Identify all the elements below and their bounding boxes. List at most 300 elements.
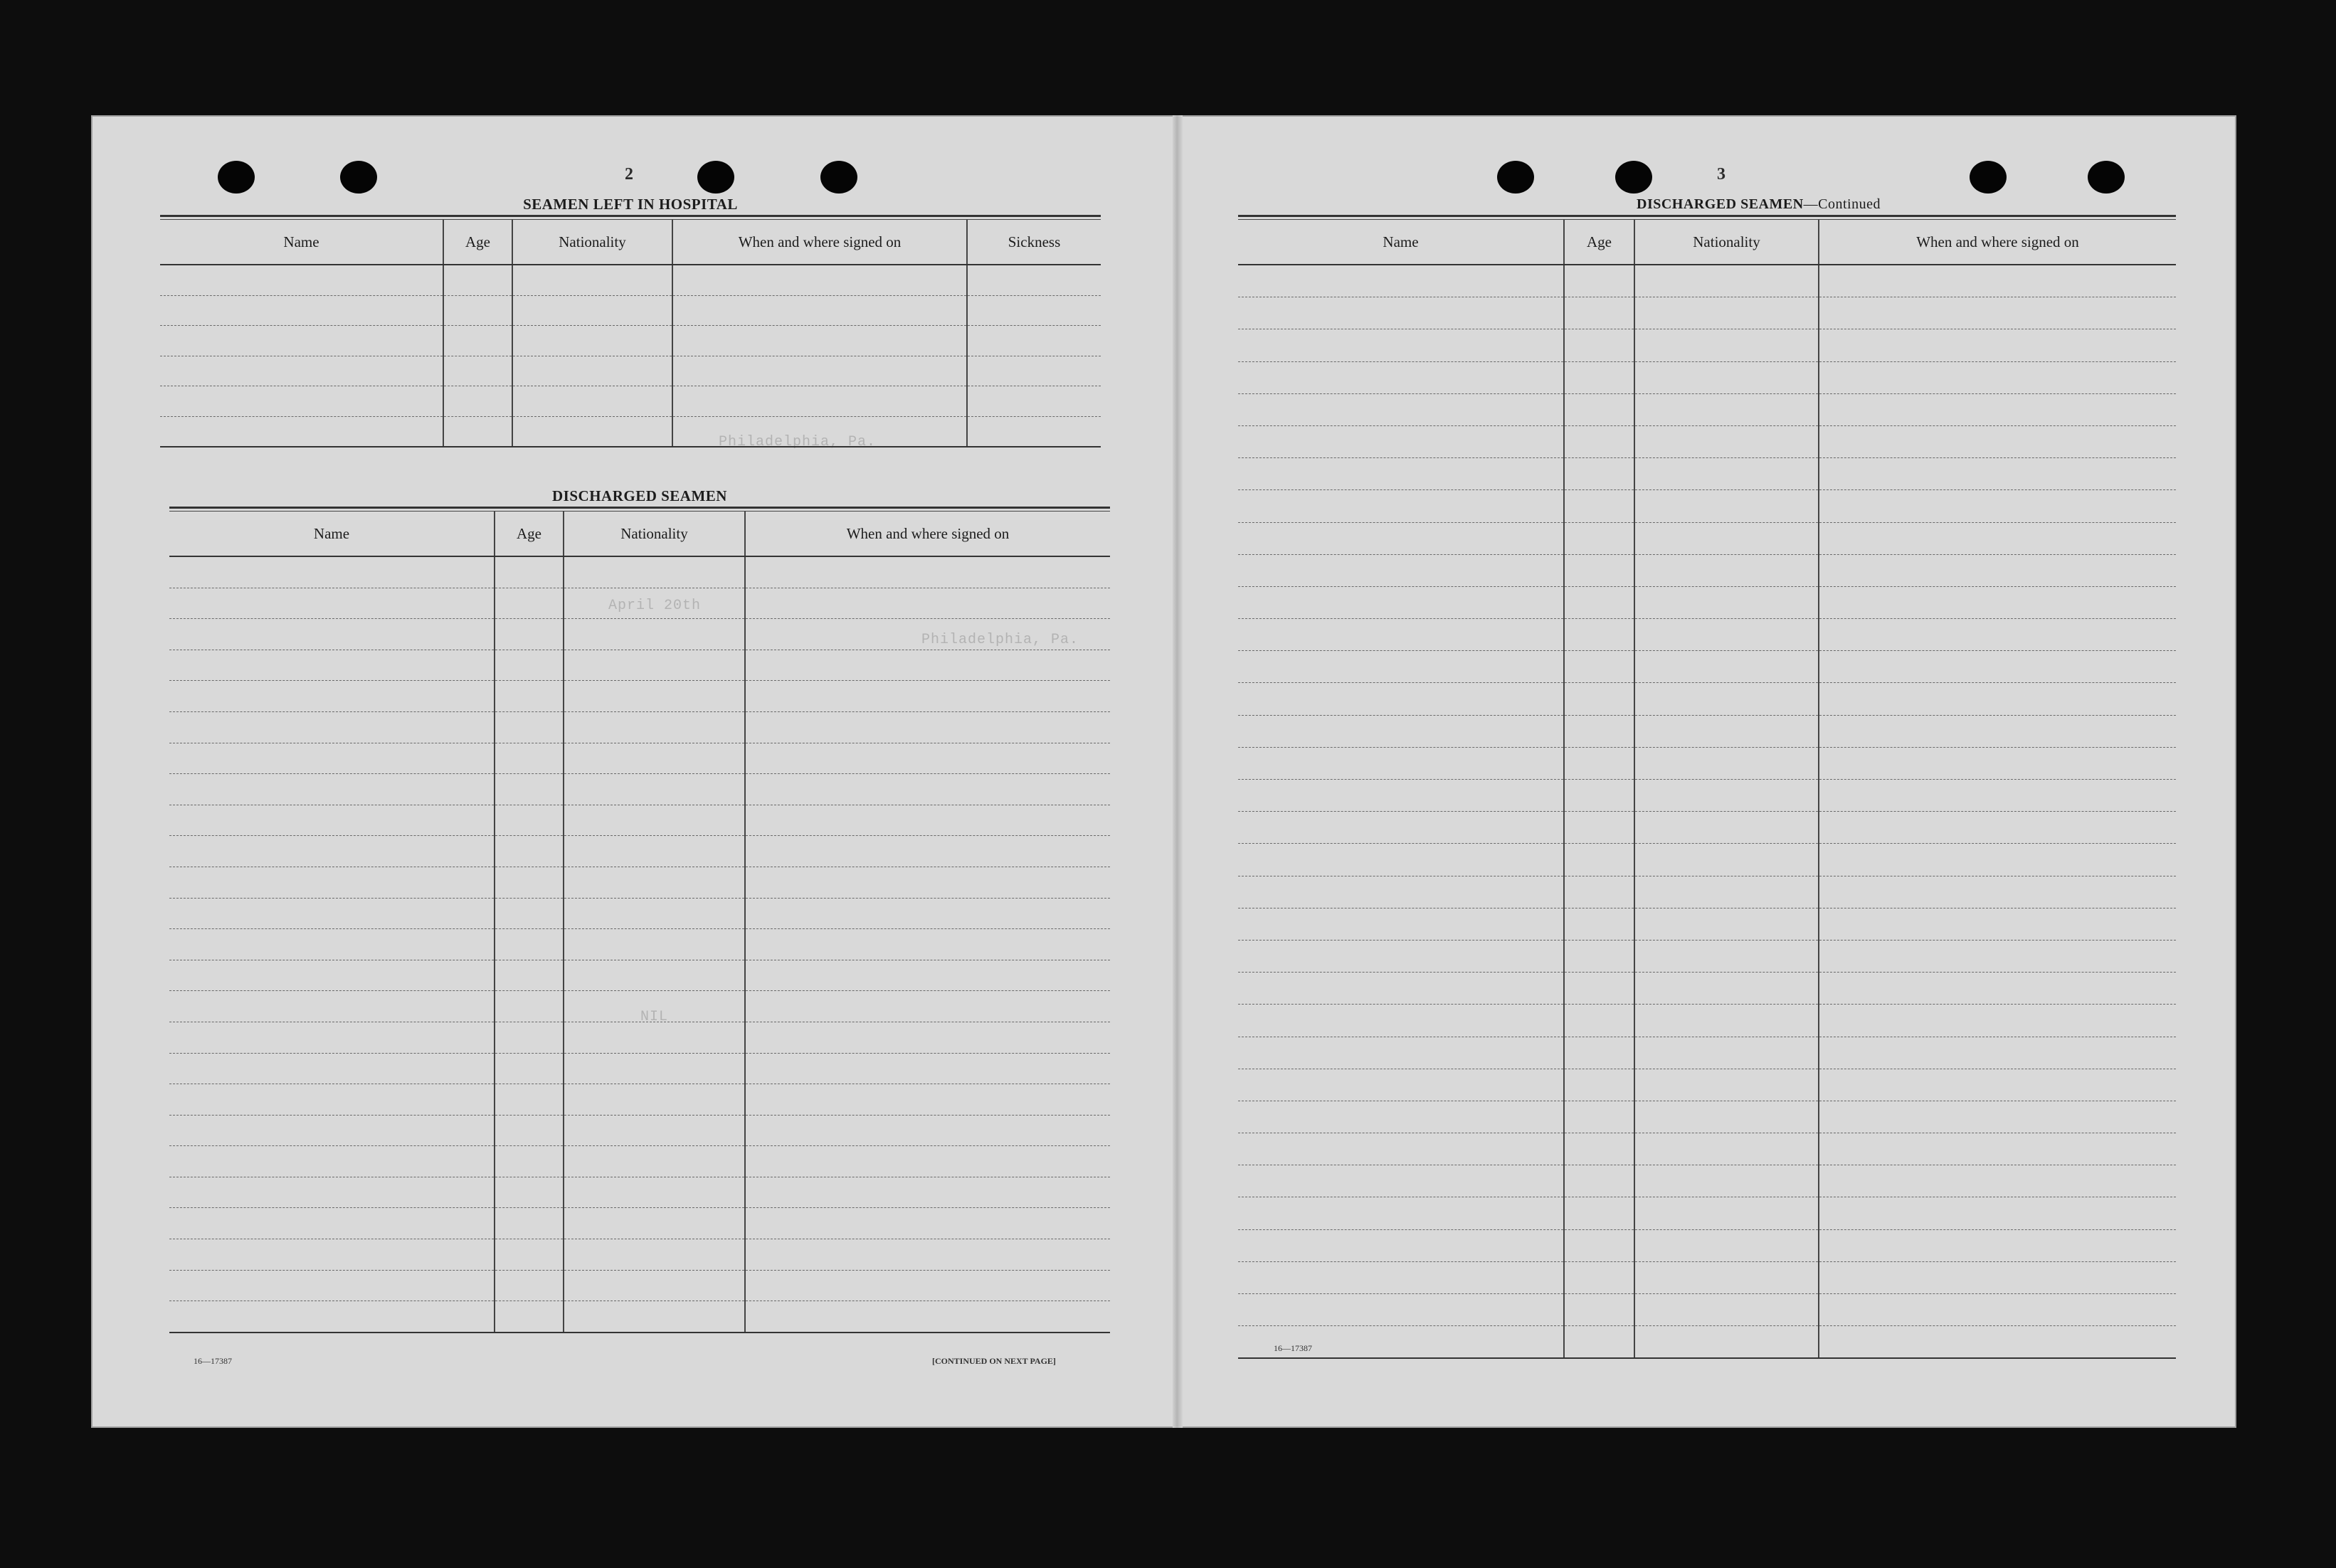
table-row bbox=[169, 1177, 1110, 1208]
table-cell bbox=[564, 1239, 745, 1271]
table-row bbox=[169, 867, 1110, 898]
table-row bbox=[1238, 329, 2176, 361]
discharged-continued-table bbox=[1238, 220, 2176, 1359]
table-row bbox=[1238, 1261, 2176, 1293]
table-cell bbox=[1564, 812, 1634, 844]
discharged-continued-table-body bbox=[1238, 265, 2176, 1358]
table-cell bbox=[1634, 1101, 1819, 1133]
table-row bbox=[169, 960, 1110, 991]
table-cell bbox=[1564, 619, 1634, 651]
table-cell bbox=[1238, 1294, 1564, 1326]
table-cell bbox=[564, 867, 745, 898]
table-cell bbox=[512, 416, 672, 447]
continued-note: [CONTINUED ON NEXT PAGE] bbox=[932, 1356, 1056, 1366]
table-cell bbox=[443, 265, 512, 295]
table-cell bbox=[169, 867, 495, 898]
table-cell bbox=[745, 1022, 1110, 1053]
table-row bbox=[1238, 265, 2176, 297]
table-cell bbox=[1634, 1069, 1819, 1101]
table-cell bbox=[967, 416, 1101, 447]
table-cell bbox=[564, 1084, 745, 1116]
table-cell bbox=[495, 898, 564, 929]
table-cell bbox=[1238, 908, 1564, 940]
table-cell bbox=[564, 774, 745, 805]
table-cell bbox=[1634, 490, 1819, 522]
table-row bbox=[1238, 1229, 2176, 1261]
table-cell bbox=[745, 1239, 1110, 1271]
table-cell bbox=[1238, 297, 1564, 329]
table-row bbox=[169, 898, 1110, 929]
table-cell bbox=[672, 326, 967, 356]
hospital-table bbox=[160, 220, 1101, 447]
table-cell bbox=[1238, 1197, 1564, 1229]
table-cell bbox=[745, 836, 1110, 867]
table-cell bbox=[1819, 1101, 2176, 1133]
table-cell bbox=[160, 295, 443, 326]
table-cell bbox=[169, 1301, 495, 1333]
table-cell bbox=[745, 743, 1110, 774]
table-cell bbox=[1238, 458, 1564, 490]
table-cell bbox=[745, 867, 1110, 898]
table-row bbox=[169, 805, 1110, 836]
table-cell bbox=[1238, 522, 1564, 554]
table-row bbox=[169, 619, 1110, 650]
table-cell bbox=[1238, 715, 1564, 747]
table-cell bbox=[169, 1239, 495, 1271]
table-cell bbox=[564, 556, 745, 588]
table-cell bbox=[512, 265, 672, 295]
table-cell bbox=[1634, 908, 1819, 940]
table-row bbox=[1238, 876, 2176, 908]
table-cell bbox=[160, 265, 443, 295]
table-cell bbox=[564, 1177, 745, 1208]
table-row bbox=[1238, 1037, 2176, 1069]
table-cell bbox=[564, 1146, 745, 1177]
table-cell bbox=[1819, 554, 2176, 586]
table-cell bbox=[1819, 361, 2176, 393]
table-row bbox=[160, 356, 1101, 386]
table-cell bbox=[443, 295, 512, 326]
table-row bbox=[169, 681, 1110, 712]
table-cell bbox=[1634, 1261, 1819, 1293]
table-cell bbox=[1564, 876, 1634, 908]
table-cell bbox=[495, 1301, 564, 1333]
table-cell bbox=[169, 556, 495, 588]
table-row bbox=[169, 711, 1110, 743]
table-row bbox=[1238, 940, 2176, 972]
table-cell bbox=[564, 1053, 745, 1084]
table-cell bbox=[1238, 586, 1564, 618]
table-cell bbox=[1564, 425, 1634, 457]
table-cell bbox=[169, 1146, 495, 1177]
table-row bbox=[1238, 458, 2176, 490]
table-cell bbox=[1238, 683, 1564, 715]
table-row bbox=[169, 1022, 1110, 1053]
table-cell bbox=[1564, 458, 1634, 490]
table-cell bbox=[745, 774, 1110, 805]
table-row bbox=[169, 1301, 1110, 1333]
table-cell bbox=[495, 960, 564, 991]
table-row bbox=[1238, 747, 2176, 779]
table-cell bbox=[745, 619, 1110, 650]
table-cell bbox=[1634, 1294, 1819, 1326]
table-cell bbox=[1819, 1165, 2176, 1197]
table-cell bbox=[1634, 1133, 1819, 1165]
column-header-age: Age bbox=[443, 220, 512, 265]
table-cell bbox=[967, 386, 1101, 417]
table-cell bbox=[745, 711, 1110, 743]
table-cell bbox=[1634, 458, 1819, 490]
table-cell bbox=[1238, 1069, 1564, 1101]
table-cell bbox=[1564, 973, 1634, 1005]
table-cell bbox=[564, 960, 745, 991]
page-number-left: 2 bbox=[625, 165, 633, 184]
column-header-name: Name bbox=[1238, 220, 1564, 265]
table-cell bbox=[1634, 876, 1819, 908]
table-cell bbox=[169, 929, 495, 960]
table-cell bbox=[1634, 940, 1819, 972]
table-cell bbox=[169, 805, 495, 836]
table-cell bbox=[1564, 490, 1634, 522]
table-cell bbox=[967, 356, 1101, 386]
table-cell bbox=[495, 867, 564, 898]
table-row bbox=[169, 1146, 1110, 1177]
table-cell bbox=[1819, 619, 2176, 651]
ghost-text: Philadelphia, Pa. bbox=[921, 632, 1079, 648]
table-cell bbox=[512, 386, 672, 417]
table-cell bbox=[1238, 361, 1564, 393]
table-cell bbox=[495, 1053, 564, 1084]
table-cell bbox=[1564, 1165, 1634, 1197]
table-cell bbox=[1238, 973, 1564, 1005]
table-cell bbox=[1564, 780, 1634, 812]
table-cell bbox=[1819, 812, 2176, 844]
column-header-signed-on: When and where signed on bbox=[745, 512, 1110, 556]
table-cell bbox=[1238, 329, 1564, 361]
table-cell bbox=[1634, 780, 1819, 812]
table-cell bbox=[1238, 780, 1564, 812]
table-cell bbox=[1634, 1197, 1819, 1229]
table-cell bbox=[1238, 619, 1564, 651]
punch-hole bbox=[1497, 161, 1534, 194]
column-header-nationality: Nationality bbox=[512, 220, 672, 265]
table-cell bbox=[169, 588, 495, 619]
table-cell bbox=[1238, 940, 1564, 972]
table-cell bbox=[564, 1115, 745, 1146]
table-cell bbox=[1819, 780, 2176, 812]
table-row bbox=[1238, 554, 2176, 586]
table-cell bbox=[1819, 1069, 2176, 1101]
table-cell bbox=[1564, 940, 1634, 972]
ghost-text: April 20th bbox=[608, 598, 702, 614]
table-cell bbox=[1238, 490, 1564, 522]
table-row bbox=[1238, 1101, 2176, 1133]
table-cell bbox=[160, 356, 443, 386]
table-cell bbox=[1634, 715, 1819, 747]
table-cell bbox=[1564, 1229, 1634, 1261]
table-row bbox=[169, 556, 1110, 588]
table-cell bbox=[495, 1270, 564, 1301]
table-cell bbox=[1564, 1101, 1634, 1133]
table-row bbox=[1238, 619, 2176, 651]
table-row bbox=[169, 836, 1110, 867]
punch-hole bbox=[218, 161, 255, 194]
table-cell bbox=[1634, 522, 1819, 554]
table-cell bbox=[495, 836, 564, 867]
table-row bbox=[1238, 1165, 2176, 1197]
section-title-text: DISCHARGED SEAMEN bbox=[1637, 196, 1804, 212]
table-cell bbox=[1819, 876, 2176, 908]
table-cell bbox=[745, 1270, 1110, 1301]
table-cell bbox=[967, 326, 1101, 356]
table-cell bbox=[967, 295, 1101, 326]
column-header-age: Age bbox=[495, 512, 564, 556]
table-cell bbox=[564, 1022, 745, 1053]
table-cell bbox=[672, 356, 967, 386]
table-cell bbox=[745, 991, 1110, 1022]
table-cell bbox=[1238, 876, 1564, 908]
table-cell bbox=[169, 1115, 495, 1146]
column-header-nationality: Nationality bbox=[1634, 220, 1819, 265]
table-cell bbox=[443, 326, 512, 356]
table-cell bbox=[745, 1177, 1110, 1208]
table-cell bbox=[169, 960, 495, 991]
table-row bbox=[1238, 651, 2176, 683]
table-cell bbox=[564, 681, 745, 712]
table-row bbox=[169, 743, 1110, 774]
table-cell bbox=[1819, 940, 2176, 972]
table-row bbox=[169, 588, 1110, 619]
table-row bbox=[1238, 1326, 2176, 1359]
table-cell bbox=[1819, 393, 2176, 425]
table-cell bbox=[564, 588, 745, 619]
table-cell bbox=[160, 326, 443, 356]
table-cell bbox=[564, 991, 745, 1022]
table-row bbox=[169, 929, 1110, 960]
table-cell bbox=[495, 743, 564, 774]
table-cell bbox=[1634, 812, 1819, 844]
table-cell bbox=[169, 898, 495, 929]
table-cell bbox=[1564, 715, 1634, 747]
table-cell bbox=[169, 650, 495, 681]
table-cell bbox=[1564, 586, 1634, 618]
table-cell bbox=[169, 1053, 495, 1084]
table-row bbox=[1238, 297, 2176, 329]
table-cell bbox=[1819, 1229, 2176, 1261]
table-cell bbox=[1238, 265, 1564, 297]
table-cell bbox=[1238, 1165, 1564, 1197]
table-cell bbox=[1634, 554, 1819, 586]
table-cell bbox=[169, 836, 495, 867]
table-cell bbox=[1819, 265, 2176, 297]
table-cell bbox=[495, 991, 564, 1022]
table-row bbox=[169, 1053, 1110, 1084]
table-cell bbox=[1819, 425, 2176, 457]
table-row bbox=[1238, 780, 2176, 812]
table-cell bbox=[495, 805, 564, 836]
table-cell bbox=[160, 386, 443, 417]
table-cell bbox=[1564, 1037, 1634, 1069]
table-cell bbox=[512, 295, 672, 326]
table-row bbox=[169, 991, 1110, 1022]
table-cell bbox=[1564, 554, 1634, 586]
table-cell bbox=[495, 711, 564, 743]
table-cell bbox=[495, 929, 564, 960]
discharged-table-body bbox=[169, 556, 1110, 1333]
table-cell bbox=[1819, 844, 2176, 876]
table-cell bbox=[495, 588, 564, 619]
column-header-age: Age bbox=[1564, 220, 1634, 265]
column-header-name: Name bbox=[169, 512, 495, 556]
table-row bbox=[1238, 715, 2176, 747]
table-cell bbox=[1238, 1261, 1564, 1293]
table-cell bbox=[1238, 1101, 1564, 1133]
table-cell bbox=[564, 805, 745, 836]
table-cell bbox=[1819, 651, 2176, 683]
table-cell bbox=[1564, 329, 1634, 361]
table-row bbox=[169, 1239, 1110, 1271]
table-cell bbox=[745, 650, 1110, 681]
table-cell bbox=[169, 1022, 495, 1053]
table-cell bbox=[564, 1208, 745, 1239]
table-cell bbox=[169, 1084, 495, 1116]
table-cell bbox=[495, 1208, 564, 1239]
table-cell bbox=[1819, 747, 2176, 779]
table-cell bbox=[1634, 973, 1819, 1005]
table-row bbox=[169, 1115, 1110, 1146]
column-header-signed-on: When and where signed on bbox=[1819, 220, 2176, 265]
table-row bbox=[160, 416, 1101, 447]
section-title-suffix: —Continued bbox=[1803, 196, 1881, 212]
table-row bbox=[160, 386, 1101, 417]
table-row bbox=[1238, 425, 2176, 457]
table-cell bbox=[495, 556, 564, 588]
table-cell bbox=[1819, 1326, 2176, 1359]
table-row bbox=[1238, 812, 2176, 844]
table-cell bbox=[1238, 1133, 1564, 1165]
table-cell bbox=[564, 711, 745, 743]
table-cell bbox=[495, 774, 564, 805]
table-row bbox=[169, 1270, 1110, 1301]
table-cell bbox=[1564, 361, 1634, 393]
table-cell bbox=[1634, 329, 1819, 361]
table-cell bbox=[1819, 458, 2176, 490]
table-cell bbox=[1564, 522, 1634, 554]
table-cell bbox=[1634, 683, 1819, 715]
table-cell bbox=[745, 1208, 1110, 1239]
column-header-sickness: Sickness bbox=[967, 220, 1101, 265]
table-cell bbox=[169, 711, 495, 743]
table-cell bbox=[1238, 1005, 1564, 1037]
discharged-section-title: DISCHARGED SEAMEN bbox=[552, 487, 727, 504]
page-fold bbox=[1173, 115, 1183, 1428]
table-cell bbox=[443, 416, 512, 447]
table-cell bbox=[1634, 297, 1819, 329]
table-cell bbox=[1634, 619, 1819, 651]
table-cell bbox=[1238, 425, 1564, 457]
table-cell bbox=[169, 743, 495, 774]
table-row bbox=[1238, 1197, 2176, 1229]
table-cell bbox=[1564, 1197, 1634, 1229]
table-cell bbox=[745, 681, 1110, 712]
table-cell bbox=[1634, 586, 1819, 618]
table-cell bbox=[745, 1146, 1110, 1177]
table-cell bbox=[1634, 651, 1819, 683]
table-cell bbox=[564, 619, 745, 650]
table-cell bbox=[564, 1301, 745, 1333]
table-cell bbox=[1238, 747, 1564, 779]
table-row bbox=[1238, 973, 2176, 1005]
form-number-left: 16—17387 bbox=[194, 1356, 232, 1366]
table-cell bbox=[1634, 265, 1819, 297]
table-cell bbox=[1819, 522, 2176, 554]
table-cell bbox=[672, 265, 967, 295]
punch-hole bbox=[2088, 161, 2125, 194]
table-cell bbox=[1634, 1229, 1819, 1261]
table-cell bbox=[512, 356, 672, 386]
table-cell bbox=[1819, 329, 2176, 361]
table-cell bbox=[495, 650, 564, 681]
column-header-nationality: Nationality bbox=[564, 512, 745, 556]
table-cell bbox=[564, 836, 745, 867]
table-cell bbox=[745, 805, 1110, 836]
column-header-name: Name bbox=[160, 220, 443, 265]
table-row bbox=[169, 650, 1110, 681]
table-row bbox=[1238, 1133, 2176, 1165]
table-cell bbox=[672, 416, 967, 447]
table-cell bbox=[1819, 1261, 2176, 1293]
table-cell bbox=[1564, 844, 1634, 876]
table-cell bbox=[1564, 1133, 1634, 1165]
table-row bbox=[169, 1084, 1110, 1116]
table-cell bbox=[1819, 1133, 2176, 1165]
table-cell bbox=[1564, 393, 1634, 425]
table-row bbox=[1238, 844, 2176, 876]
discharged-continued-section bbox=[1238, 194, 2176, 1359]
table-cell bbox=[564, 1270, 745, 1301]
table-cell bbox=[564, 898, 745, 929]
table-cell bbox=[1819, 1197, 2176, 1229]
table-row bbox=[1238, 490, 2176, 522]
punch-hole bbox=[1615, 161, 1652, 194]
table-cell bbox=[745, 898, 1110, 929]
table-cell bbox=[512, 326, 672, 356]
table-cell bbox=[745, 929, 1110, 960]
table-row bbox=[1238, 393, 2176, 425]
table-cell bbox=[745, 1084, 1110, 1116]
table-cell bbox=[745, 1053, 1110, 1084]
discharged-section bbox=[169, 485, 1110, 1333]
table-cell bbox=[1819, 297, 2176, 329]
table-row bbox=[1238, 683, 2176, 715]
form-number-right: 16—17387 bbox=[1274, 1343, 1312, 1353]
table-cell bbox=[495, 1239, 564, 1271]
table-row bbox=[1238, 1294, 2176, 1326]
table-cell bbox=[169, 1177, 495, 1208]
table-cell bbox=[1634, 1037, 1819, 1069]
table-cell bbox=[967, 265, 1101, 295]
discharged-table bbox=[169, 512, 1110, 1333]
table-cell bbox=[1564, 651, 1634, 683]
table-row bbox=[1238, 361, 2176, 393]
table-cell bbox=[1634, 1165, 1819, 1197]
table-cell bbox=[1819, 973, 2176, 1005]
table-cell bbox=[1564, 265, 1634, 297]
table-cell bbox=[169, 991, 495, 1022]
table-cell bbox=[495, 1146, 564, 1177]
title-rule bbox=[169, 507, 1110, 509]
table-cell bbox=[495, 1177, 564, 1208]
